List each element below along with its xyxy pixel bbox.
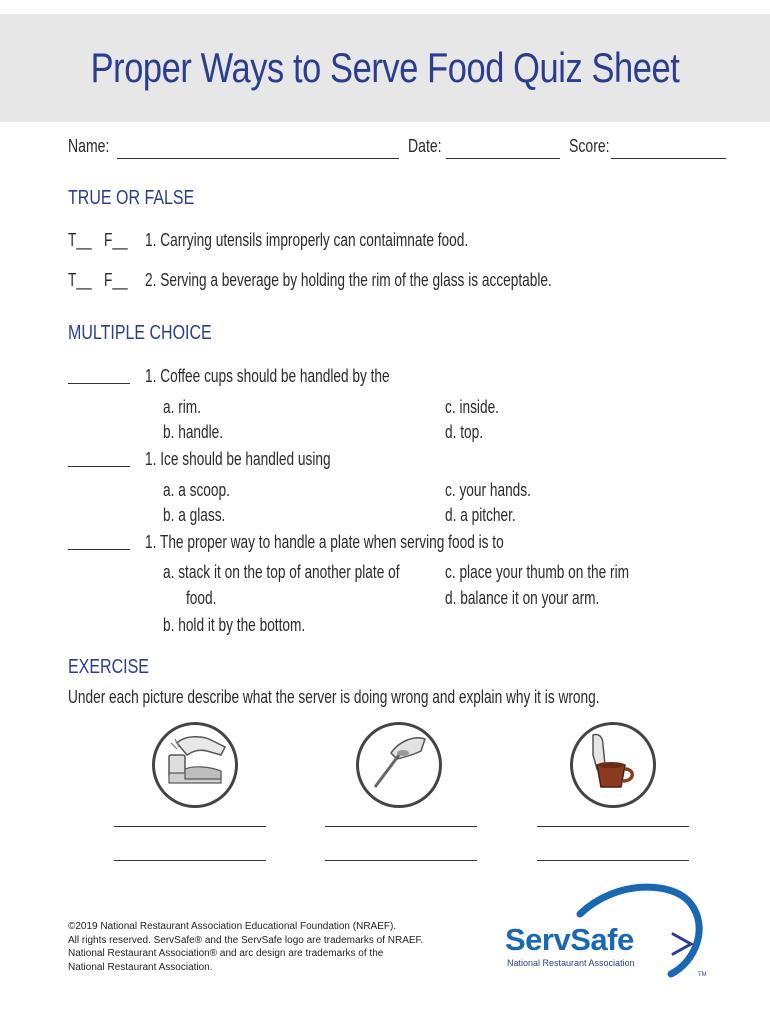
mc-q3-option-a: a. stack it on the top of another plate of <box>163 562 400 582</box>
exercise-answer-line-3b[interactable] <box>537 860 689 861</box>
exercise-answer-line-1a[interactable] <box>114 826 266 827</box>
exercise-answer-line-3a[interactable] <box>537 826 689 827</box>
hand-holding-utensil-by-eating-end-icon <box>356 722 442 808</box>
mc-q3-option-c: c. place your thumb on the rim <box>445 562 630 582</box>
date-line[interactable] <box>446 158 560 159</box>
tf-question-2: 2. Serving a beverage by holding the rim of the glass is acceptable. <box>145 270 552 290</box>
mc-q2-option-b: b. a glass. <box>163 505 226 525</box>
mc-q2-option-a: a. a scoop. <box>163 480 230 500</box>
logo-trademark: TM <box>698 972 707 978</box>
name-label: Name: <box>68 136 110 156</box>
exercise-heading: EXERCISE <box>68 656 149 678</box>
mc-question-1: 1. Coffee cups should be handled by the <box>145 366 390 386</box>
hand-scooping-ice-with-glass-icon <box>152 722 238 808</box>
multiple-choice-heading: MULTIPLE CHOICE <box>68 322 212 344</box>
tf-question-1: 1. Carrying utensils improperly can contaimnate food. <box>145 230 469 250</box>
mc-q1-option-d: d. top. <box>445 422 484 442</box>
footer-line-4: National Restaurant Association. <box>68 961 213 973</box>
date-field[interactable] <box>408 136 451 157</box>
score-field[interactable] <box>569 136 621 157</box>
mc-answer-blank-2[interactable] <box>68 466 130 467</box>
exercise-answer-line-2b[interactable] <box>325 860 477 861</box>
mc-question-3: 1. The proper way to handle a plate when serving food is to <box>145 532 504 552</box>
footer-line-3: National Restaurant Association® and arc design are trademarks of the <box>68 948 384 959</box>
score-label: Score: <box>569 136 610 156</box>
page-top-margin <box>0 0 770 14</box>
thumb-inside-coffee-cup-icon <box>570 722 656 808</box>
page-title: Proper Ways to Serve Food Quiz Sheet <box>90 44 680 91</box>
tf-t-answer-1[interactable]: T__ <box>68 230 92 250</box>
tf-f-answer-2[interactable]: F__ <box>104 270 128 290</box>
name-line[interactable] <box>117 158 399 159</box>
footer-line-2: All rights reserved. ServSafe® and the ServSafe logo are trademarks of NRAEF. <box>68 934 424 946</box>
exercise-answer-line-1b[interactable] <box>114 860 266 861</box>
true-false-heading: TRUE OR FALSE <box>68 187 195 209</box>
copyright-footer <box>68 920 468 974</box>
logo-tagline: National Restaurant Association <box>507 958 635 968</box>
tf-t-answer-2[interactable]: T__ <box>68 270 92 290</box>
mc-q3-option-d: d. balance it on your arm. <box>445 588 600 608</box>
mc-q1-option-b: b. handle. <box>163 422 224 442</box>
mc-answer-blank-1[interactable] <box>68 383 130 384</box>
mc-question-2: 1. Ice should be handled using <box>145 449 331 469</box>
mc-answer-blank-3[interactable] <box>68 549 130 550</box>
mc-q2-option-d: d. a pitcher. <box>445 505 516 525</box>
mc-q2-option-c: c. your hands. <box>445 480 531 500</box>
mc-q3-option-b: b. hold it by the bottom. <box>163 615 306 635</box>
logo-brand-text: ServSafe <box>505 922 634 957</box>
mc-q1-option-c: c. inside. <box>445 397 499 417</box>
date-label: Date: <box>408 136 442 156</box>
score-line[interactable] <box>611 158 726 159</box>
tf-f-answer-1[interactable]: F__ <box>104 230 128 250</box>
exercise-instructions: Under each picture describe what the server is doing wrong and explain why it is wrong. <box>68 687 600 707</box>
footer-line-1: ©2019 National Restaurant Association Educational Foundation (NRAEF). <box>68 921 397 932</box>
mc-q1-option-a: a. rim. <box>163 397 202 417</box>
servsafe-logo <box>495 882 725 982</box>
mc-q3-option-a-cont: food. <box>186 588 217 608</box>
name-field[interactable] <box>68 136 121 157</box>
exercise-answer-line-2a[interactable] <box>325 826 477 827</box>
